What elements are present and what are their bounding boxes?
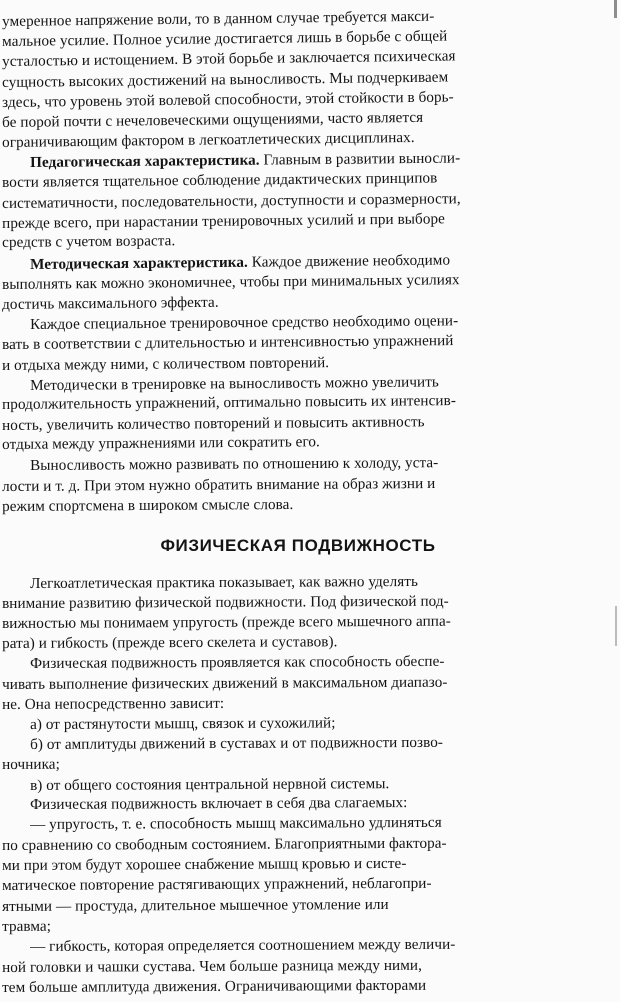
scan-edge-mark	[615, 606, 617, 646]
text-line: чивать выполнение физических движений в максимальном диапазо-	[2, 673, 448, 693]
text-line: Легкоатлетическая практика показывает, как важно уделять	[30, 572, 418, 592]
list-item: в) от общего состояния центральной нервной системы.	[30, 774, 390, 794]
text-span: Каждое движение необходимо	[247, 251, 451, 271]
text-line: выполнять как можно экономичнее, чтобы при минимальных усилиях	[2, 271, 460, 293]
list-item: а) от растянутости мышц, связок и сухожилий;	[30, 713, 336, 733]
scan-edge-mark	[614, 0, 617, 18]
text-line: вать в соответствии с длительностью и интенсивностью упражнений	[2, 332, 454, 354]
text-line: ятными — простуда, длительное мышечное утомление или	[2, 895, 389, 915]
text-line: продолжительность упражнений, оптимально повысить их интенсив-	[2, 392, 456, 414]
text-line: отдыха между упражнениями или сократить его.	[2, 433, 320, 454]
text-line: достичь максимального эффекта.	[2, 293, 219, 313]
text-line: рата) и гибкость (прежде всего скелета и суставов).	[2, 633, 338, 652]
pedagogical-label: Педагогическая характеристика.	[30, 151, 260, 171]
text-line: сущность высоких достижений на выносливость. Мы подчеркиваем	[2, 68, 449, 91]
text-line: усталостью и истощением. В этой борьбе и заключается психическая	[2, 47, 456, 71]
text-line: тем больше амплитуда движения. Ограничивающими факторами	[2, 976, 427, 996]
text-line: по сравнению со свободным состоянием. Благоприятными фактора-	[2, 834, 447, 854]
text-line: систематичности, последовательности, доступности и соразмерности,	[2, 189, 461, 212]
text-line: лости и т. д. При этом нужно обратить внимание на образ жизни и	[2, 474, 436, 495]
text-line: травма;	[2, 917, 52, 935]
text-line: не. Она непосредственно зависит:	[2, 694, 225, 713]
text-line: средств с учетом возраста.	[2, 232, 176, 252]
text-line: матическое повторение растягивающих упражнений, неблагопри-	[2, 875, 432, 895]
text-line: прежде всего, при нарастании тренировочных усилий и при выборе	[2, 210, 445, 232]
text-line: ность, увеличить количество повторений и повысить активность	[2, 412, 425, 434]
text-line: Физическая подвижность включает в себя два слагаемых:	[30, 794, 408, 813]
text-line: бе порой почти с нечеловеческими ощущениями, часто является	[2, 109, 424, 132]
list-item: б) от амплитуды движений в суставах и от подвижности позво-	[30, 733, 444, 753]
text-line: вижностью мы понимаем упругость (прежде всего мышечного аппа-	[2, 612, 451, 632]
text-line: — гибкость, которая определяется соотношением между величи-	[30, 936, 456, 956]
text-line: ми при этом будут хорошее снабжение мышц кровью и систе-	[2, 854, 407, 874]
text-line: мальное усилие. Полное усилие достигается лишь в борьбе с общей	[2, 27, 448, 50]
text-line: вости является тщательное соблюдение дидактических принципов	[2, 169, 438, 192]
text-line: умеренное напряжение воли, то в данном случае требуется макси-	[2, 8, 435, 31]
text-line: ной головки и чашки сустава. Чем больше разница между ними,	[2, 956, 422, 976]
section-title: ФИЗИЧЕСКАЯ ПОДВИЖНОСТЬ	[160, 536, 436, 556]
text-line: ограничивающим фактором в легкоатлетических дисциплинах.	[2, 128, 415, 151]
text-line: Методически в тренировке на выносливость можно увеличить	[30, 373, 439, 394]
text-line: Каждое специальное тренировочное средство необходимо оцени-	[30, 312, 459, 333]
text-line: и отдыха между ними, с количеством повторений.	[2, 353, 330, 374]
methodical-label: Методическая характеристика.	[30, 253, 248, 273]
list-item: ночника;	[2, 755, 60, 774]
text-line: здесь, что уровень этой волевой способности, этой стойкости в борь-	[2, 88, 454, 111]
text-span: Главным в развитии выносли-	[259, 149, 461, 169]
text-line: Выносливость можно развивать по отношению к холоду, уста-	[30, 454, 439, 475]
text-line: внимание развитию физической подвижности. Под физической под-	[2, 592, 449, 613]
text-line: режим спортсмена в широком смысле слова.	[2, 495, 294, 515]
text-line: Физическая подвижность проявляется как способность обеспе-	[30, 653, 445, 673]
text-line: — упругость, т. е. способность мышц максимально удлиняться	[30, 814, 442, 834]
